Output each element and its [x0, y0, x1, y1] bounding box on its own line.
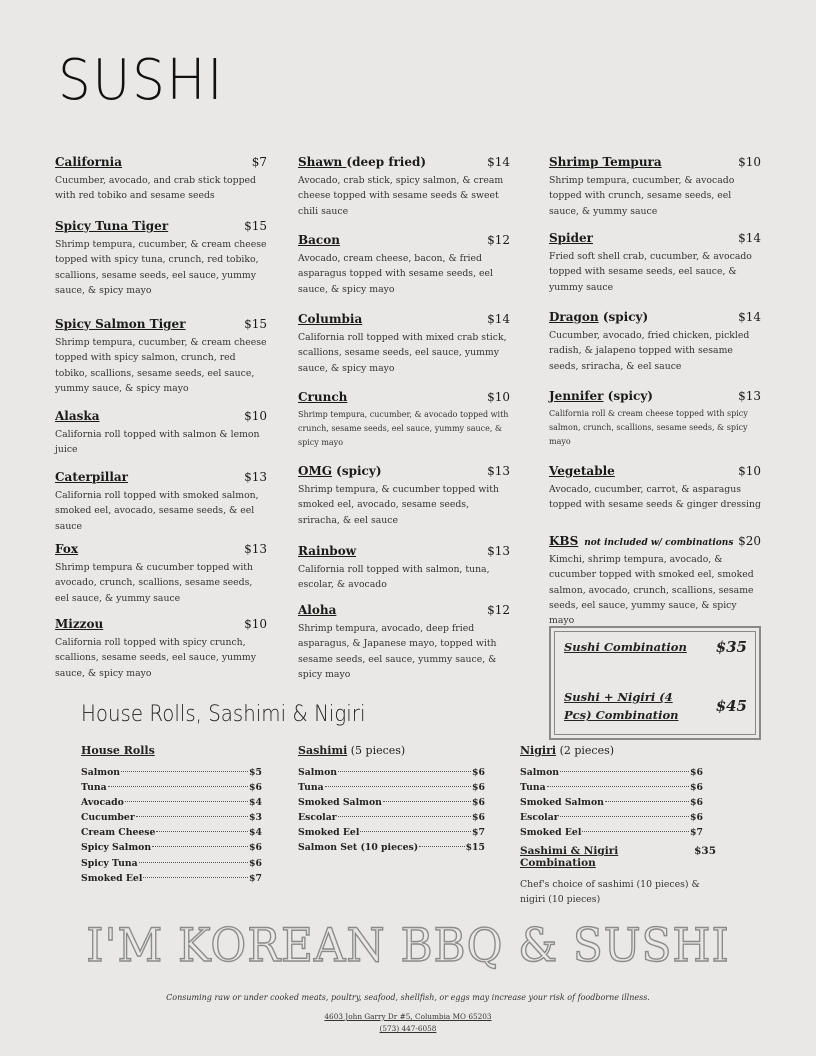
nigiri-list — [520, 744, 703, 842]
list-item: Smoked Salmon $6 — [298, 797, 485, 809]
item-price: $10 — [738, 155, 761, 169]
item-description: California roll & cream cheese topped with spicy salmon, crunch, scallions, sesame seeds, & spicy mayo — [549, 409, 748, 446]
item-name: Crunch — [298, 390, 348, 404]
list-item: Smoked Eel $7 — [81, 872, 262, 884]
item-description: Shrimp tempura, cucumber, & avocado topped with crunch, sesame seeds, eel sauce, yummy sauce, & spicy mayo — [298, 410, 509, 447]
list-subheading: (2 pieces) — [556, 744, 615, 757]
menu-item — [55, 317, 267, 396]
page-title: SUSHI — [58, 48, 225, 113]
combo-row — [564, 688, 747, 724]
list-item: Spicy Salmon $6 — [81, 842, 262, 854]
item-description: Shrimp tempura, avocado, deep fried asparagus, & Japanese mayo, topped with sesame seeds, eel sauce, yummy sauce, & spicy mayo — [298, 623, 497, 680]
item-price: $15 — [244, 219, 267, 233]
item-name: KBS — [549, 534, 579, 548]
item-price: $15 — [244, 317, 267, 331]
list-item: Spicy Tuna $6 — [81, 857, 262, 869]
item-price: $20 — [738, 534, 761, 548]
item-description: Avocado, crab stick, spicy salmon, & cream cheese topped with sesame seeds & sweet chili sauce — [298, 175, 504, 217]
item-description: Shrimp tempura, cucumber, & cream cheese topped with spicy tuna, crunch, red tobiko, scallions, sesame seeds, eel sauce, yummy sauce, & spicy mayo — [55, 239, 267, 296]
item-price: $13 — [244, 542, 267, 556]
item-price: $10 — [487, 390, 510, 404]
item-name: Columbia — [298, 312, 363, 326]
menu-item — [549, 464, 761, 513]
item-description: Shrimp tempura, cucumber, & cream cheese topped with spicy salmon, crunch, red tobiko, scallions, sesame seeds, eel sauce, yummy sauce, & spicy mayo — [55, 337, 267, 394]
list-heading: Sashimi — [298, 744, 348, 757]
menu-item — [549, 534, 761, 628]
menu-item — [298, 544, 510, 593]
combo-name: Sushi + Nigiri (4 Pcs) Combination — [564, 690, 679, 722]
item-description: California roll topped with salmon & lemon juice — [55, 429, 260, 456]
item-name: Spicy Salmon Tiger — [55, 317, 186, 331]
brand-name: I'M KOREAN BBQ & SUSHI — [86, 918, 730, 972]
item-name: Caterpillar — [55, 470, 128, 484]
list-item: Smoked Eel $7 — [298, 827, 485, 839]
combo-name: Sushi Combination — [564, 640, 687, 654]
list-heading: House Rolls — [81, 744, 155, 757]
section-title: House Rolls, Sashimi & Nigiri — [81, 702, 366, 727]
item-name: Mizzou — [55, 617, 104, 631]
combo-price: $45 — [715, 697, 747, 715]
item-price: $13 — [738, 389, 761, 403]
menu-item — [55, 470, 267, 534]
item-name: Shrimp Tempura — [549, 155, 662, 169]
item-description: Avocado, cream cheese, bacon, & fried asparagus topped with sesame seeds, eel sauce, & spicy mayo — [298, 253, 493, 295]
menu-item — [549, 155, 761, 219]
item-description: Shrimp tempura & cucumber topped with avocado, crunch, scallions, sesame seeds, eel sauce, & yummy sauce — [55, 562, 254, 604]
list-item: Salmon $6 — [520, 767, 703, 778]
item-description: Cucumber, avocado, and crab stick topped with red tobiko and sesame seeds — [55, 175, 256, 202]
item-price: $14 — [487, 312, 510, 326]
item-price: $7 — [251, 155, 267, 169]
item-price: $14 — [738, 231, 761, 245]
list-item: Smoked Eel $7 — [520, 827, 703, 839]
menu-item — [298, 390, 510, 450]
item-name: Spicy Tuna Tiger — [55, 219, 169, 233]
item-name: Jennifer — [549, 389, 604, 403]
item-description: Shrimp tempura, cucumber, & avocado topped with crunch, sesame seeds, eel sauce, & yummy sauce — [549, 175, 735, 217]
list-item: Salmon $6 — [298, 767, 485, 778]
house-rolls-list — [81, 744, 262, 888]
item-price: $10 — [738, 464, 761, 478]
item-description: California roll topped with salmon, tuna, escolar, & avocado — [298, 564, 490, 591]
item-description: Cucumber, avocado, fried chicken, pickled radish, & jalapeno topped with sesame seeds, sriracha, & eel sauce — [549, 330, 750, 372]
item-name: Dragon — [549, 310, 599, 324]
menu-item — [55, 409, 267, 458]
list-item: Escolar $6 — [520, 812, 703, 824]
menu-item — [55, 542, 267, 606]
list-item: Cucumber $3 — [81, 812, 262, 824]
item-price: $13 — [487, 464, 510, 478]
sashimi-nigiri-combination — [520, 845, 716, 907]
menu-item — [549, 310, 761, 374]
item-price: $14 — [738, 310, 761, 324]
list-item: Escolar $6 — [298, 812, 485, 824]
item-price: $10 — [244, 409, 267, 423]
combo-price: $35 — [694, 845, 716, 857]
list-item: Tuna $6 — [520, 782, 703, 794]
combo-row — [564, 638, 747, 656]
item-price: $10 — [244, 617, 267, 631]
list-item: Salmon $5 — [81, 767, 262, 778]
list-item: Salmon Set (10 pieces) $15 — [298, 842, 485, 854]
menu-item — [298, 312, 510, 376]
menu-item — [298, 155, 510, 219]
list-heading: Nigiri — [520, 744, 557, 757]
item-description: California roll topped with mixed crab stick, scallions, sesame seeds, eel sauce, yummy sauce, & spicy mayo — [298, 332, 507, 374]
menu-item — [55, 617, 267, 681]
item-name: Rainbow — [298, 544, 357, 558]
menu-item — [298, 464, 510, 528]
contact-info — [0, 1011, 816, 1035]
item-note: (spicy) — [602, 310, 649, 324]
item-note: (spicy) — [336, 464, 382, 478]
list-item: Cream Cheese $4 — [81, 827, 262, 839]
list-item: Tuna $6 — [81, 782, 262, 794]
list-item: Tuna $6 — [298, 782, 485, 794]
item-note: (deep fried) — [346, 155, 427, 169]
menu-item — [298, 603, 510, 682]
menu-item — [55, 155, 267, 204]
item-description: Avocado, cucumber, carrot, & asparagus topped with sesame seeds & ginger dressing — [549, 484, 761, 511]
menu-item — [55, 219, 267, 298]
phone-link[interactable]: (573) 447-6058 — [379, 1024, 437, 1033]
item-price: $13 — [244, 470, 267, 484]
sashimi-list — [298, 744, 485, 858]
list-subheading: (5 pieces) — [347, 744, 406, 757]
combo-name: Sashimi & Nigiri Combination — [520, 845, 619, 869]
list-item: Avocado $4 — [81, 797, 262, 809]
item-name: Fox — [55, 542, 79, 556]
item-name: Shawn — [298, 155, 347, 169]
item-name: Vegetable — [549, 464, 615, 478]
item-description: Kimchi, shrimp tempura, avocado, & cucumber topped with smoked eel, smoked salmon, avocado, crunch, scallions, sesame seeds, eel sauce, yummy sauce, & spicy mayo — [549, 554, 754, 627]
item-price: $14 — [487, 155, 510, 169]
list-item: Smoked Salmon $6 — [520, 797, 703, 809]
item-name: Bacon — [298, 233, 340, 247]
item-name: Alaska — [55, 409, 100, 423]
item-description: California roll topped with spicy crunch, scallions, sesame seeds, eel sauce, yummy sauce, & spicy mayo — [55, 637, 256, 679]
menu-item — [549, 231, 761, 295]
item-note: not included w/ combinations — [584, 538, 734, 548]
item-price: $13 — [487, 544, 510, 558]
combo-price: $35 — [715, 638, 747, 656]
food-warning: Consuming raw or under cooked meats, poultry, seafood, shellfish, or eggs may increase your risk of foodborne illness. — [166, 993, 650, 1002]
item-name: Spider — [549, 231, 593, 245]
item-name: Aloha — [298, 603, 337, 617]
menu-item — [549, 389, 761, 449]
menu-item — [298, 233, 510, 297]
item-description: Shrimp tempura, & cucumber topped with smoked eel, avocado, sesame seeds, sriracha, & eel sauce — [298, 484, 499, 526]
item-price: $12 — [487, 603, 510, 617]
item-price: $12 — [487, 233, 510, 247]
item-name: California — [55, 155, 122, 169]
item-description: Fried soft shell crab, cucumber, & avocado topped with sesame seeds, eel sauce, & yummy sauce — [549, 251, 752, 293]
address-link[interactable]: 4603 John Garry Dr #5, Columbia MO 65203 — [324, 1012, 492, 1021]
combo-description: Chef's choice of sashimi (10 pieces) & nigiri (10 pieces) — [520, 879, 700, 905]
item-name: OMG — [298, 464, 332, 478]
combination-box — [549, 626, 761, 740]
item-note: (spicy) — [607, 389, 653, 403]
item-description: California roll topped with smoked salmon, smoked eel, avocado, sesame seeds, & eel sauce — [55, 490, 259, 532]
